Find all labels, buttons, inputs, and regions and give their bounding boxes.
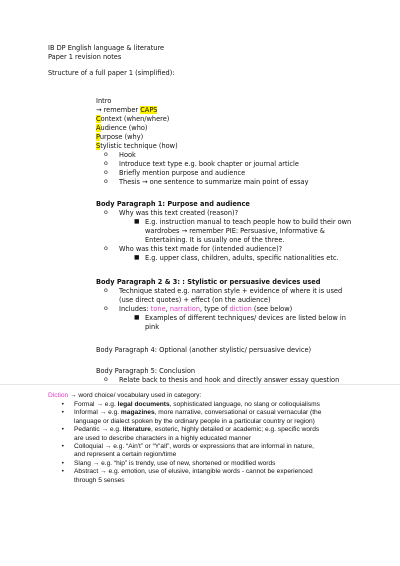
diction-item-line: through 5 senses (74, 476, 125, 484)
bp23-technique-cont: (use direct quotes) + effect (on the audience) (119, 296, 271, 304)
diction-item-line: Informal → e.g. magazines, more narrative, conversational or casual vernacular (the (74, 409, 322, 417)
circle-bullet-icon: o (104, 151, 108, 158)
diction-item-line: are used to describe characters in a highly educated manner (74, 434, 252, 442)
circle-bullet-icon: o (104, 209, 108, 216)
circle-bullet-icon: o (104, 178, 108, 185)
caps-highlight: CAPS (140, 106, 158, 114)
diction-item-line: and represent a certain region/time (74, 451, 177, 459)
intro-bullet: Thesis → one sentence to summarize main point of essay (119, 178, 309, 186)
bp1-q1-detail: wardrobes → remember PIE: Persuasive, Informative & (145, 227, 325, 235)
diction-item-line: Colloquial → e.g. “Ain't” or “Y'all”, words or expressions that are informal in nature, (74, 443, 314, 450)
bp1-q1-detail: E.g. instruction manual to teach people how to build their own (145, 218, 352, 226)
tone-term: tone (150, 305, 166, 313)
bp23-examples-cont: pink (145, 323, 160, 331)
circle-bullet-icon: o (104, 305, 108, 312)
square-bullet-icon: ■ (134, 219, 140, 225)
intro-bullet: Introduce text type e.g. book chapter or journal article (119, 160, 299, 168)
structure-heading: Structure of a full paper 1 (simplified): (48, 69, 175, 77)
bp4-title: Body Paragraph 4: Optional (another stylistic/ persuasive device) (96, 346, 312, 354)
bullet-dot-icon: • (61, 401, 65, 408)
bullet-dot-icon: • (61, 468, 65, 476)
bullet-dot-icon: • (61, 459, 65, 467)
bp1-q1-detail: Entertaining. It is usually one of the three. (145, 236, 285, 244)
remember-prefix: → remember (96, 106, 141, 114)
circle-bullet-icon: o (104, 245, 108, 252)
page-divider (0, 384, 400, 385)
circle-bullet-icon: o (104, 169, 108, 176)
bp23-includes: Includes: tone, narration, type of diction (see below) (119, 305, 293, 313)
intro-bullet: Briefly mention purpose and audience (119, 169, 246, 177)
square-bullet-icon: ■ (134, 255, 140, 261)
intro-title: Intro (96, 97, 112, 105)
caps-context: Context (when/where) (96, 115, 170, 123)
bp1-question-2: Who was this text made for (intended audience)? (119, 245, 283, 253)
diction-heading: Diction → word choice/ vocabulary used in category: (48, 392, 202, 399)
circle-bullet-icon: o (104, 376, 108, 383)
caps-audience: Audience (who) (96, 124, 148, 132)
bp23-examples: Examples of different techniques/ devices are listed below in (145, 314, 346, 322)
remember-caps (96, 106, 157, 115)
diction-item-line: Slang → e.g. “hip” is trendy, use of new, shortened or modified words (74, 459, 276, 467)
circle-bullet-icon: o (104, 287, 108, 294)
narration-term: narration (169, 305, 201, 313)
bp5-title: Body Paragraph 5: Conclusion (96, 367, 196, 375)
caps-purpose: Purpose (why) (96, 133, 144, 141)
diction-item-line: Formal → e.g. legal documents, sophisticated language, no slang or colloquialisms (74, 401, 320, 408)
notes-subtitle: Paper 1 revision notes (48, 53, 122, 61)
bullet-dot-icon: • (61, 443, 65, 450)
diction-word: Diction (48, 392, 69, 399)
bp5-bullet: Relate back to thesis and hook and directly answer essay question (119, 376, 340, 384)
course-title: IB DP English language & literature (48, 44, 165, 52)
bullet-dot-icon: • (61, 426, 65, 434)
bp1-title: Body Paragraph 1: Purpose and audience (96, 200, 250, 208)
bullet-dot-icon: • (61, 409, 65, 417)
intro-bullet: Hook (119, 151, 136, 159)
diction-term: diction (229, 305, 252, 313)
bp23-technique: Technique stated e.g. narration style + evidence of where it is used (119, 287, 343, 295)
circle-bullet-icon: o (104, 160, 108, 167)
bp1-question-1: Why was this text created (reason)? (119, 209, 239, 217)
diction-item-line: Abstract → e.g. emotion, use of elusive, intangible words - cannot be experienced (74, 468, 313, 476)
caps-stylistic: Stylistic technique (how) (96, 142, 178, 150)
bp23-title: Body Paragraph 2 & 3: : Stylistic or persuasive devices used (96, 278, 321, 286)
square-bullet-icon: ■ (134, 315, 140, 321)
diction-item-line: Pedantic → e.g. literature, esoteric, highly detailed or academic; e.g. specific words (74, 426, 320, 434)
bp1-q2-detail: E.g. upper class, children, adults, specific nationalities etc. (145, 254, 339, 262)
diction-item-line: language or dialect spoken by the ordinary people in a particular country or region) (74, 417, 315, 425)
